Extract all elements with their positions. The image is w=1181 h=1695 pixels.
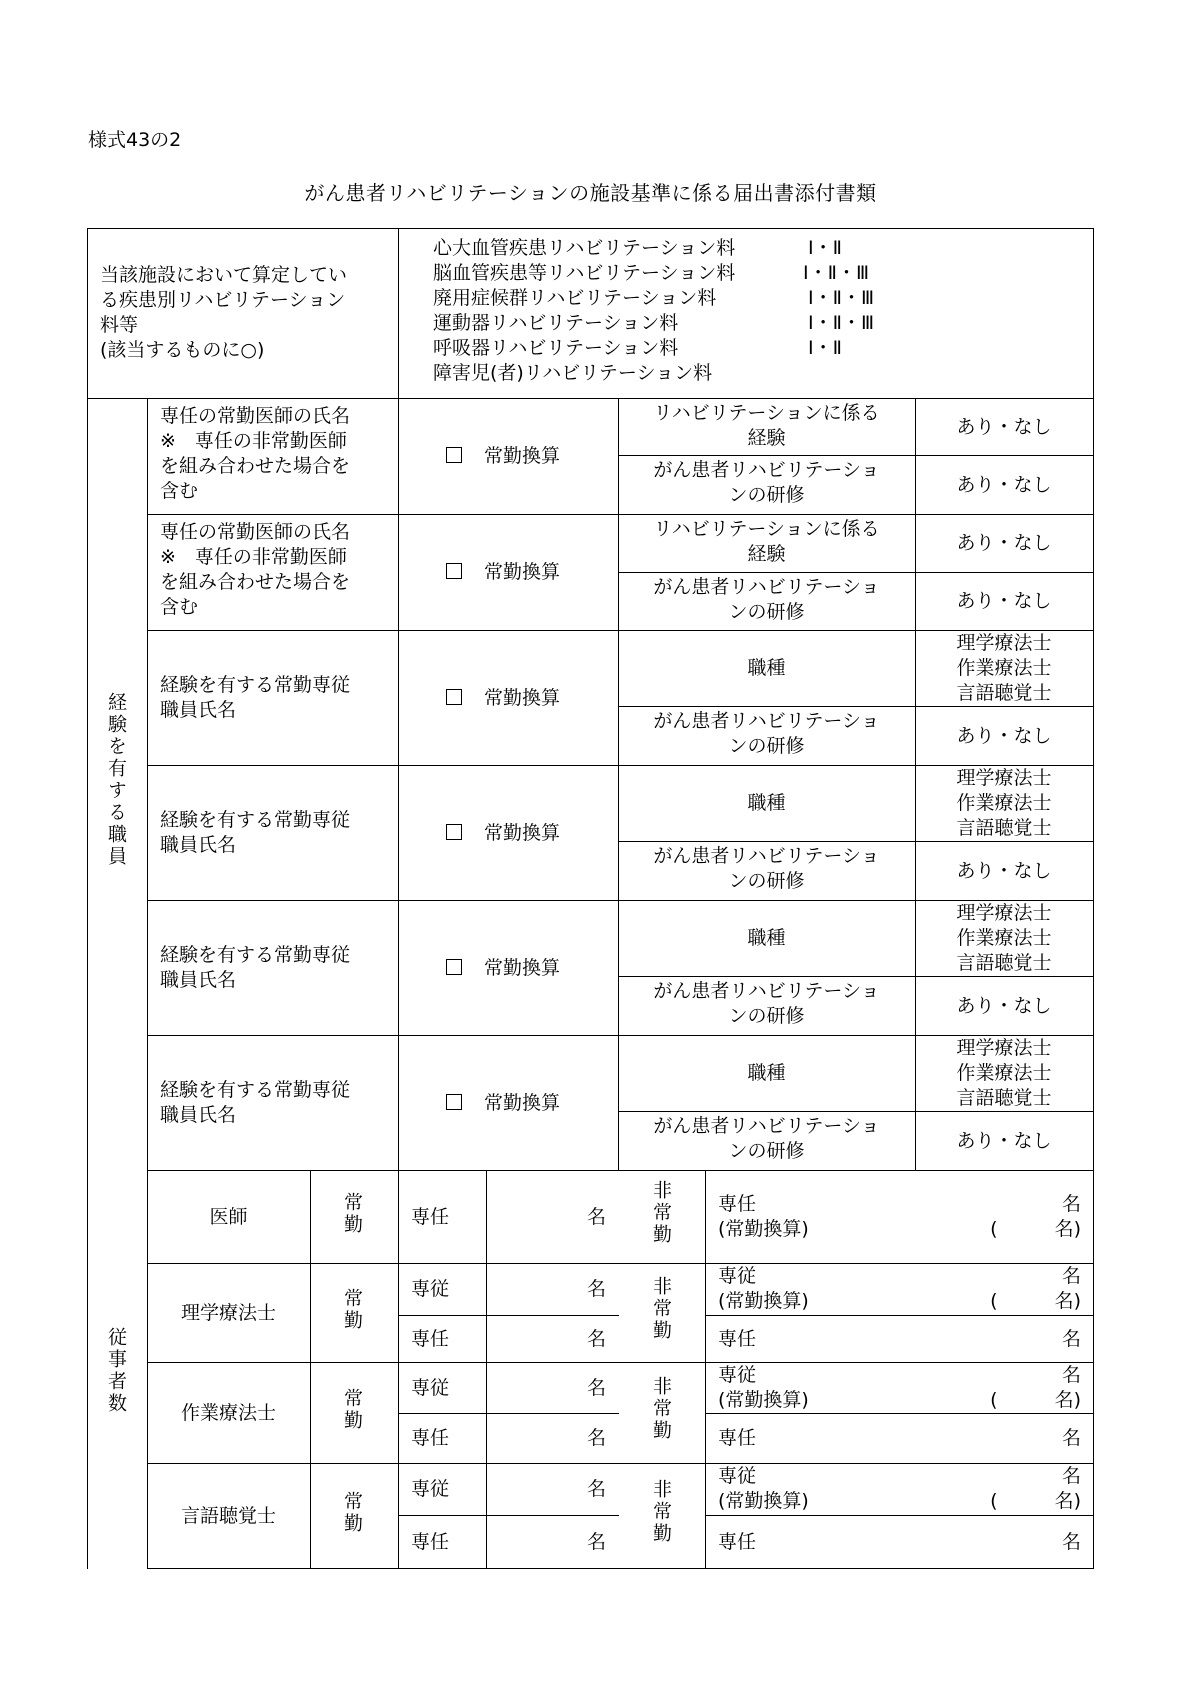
occupation-option[interactable]: 理学療法士 <box>956 632 1052 654</box>
rehab-experience-label: 経験 <box>747 543 786 565</box>
fulltime-equivalent-checkbox[interactable] <box>446 563 462 579</box>
occupation-label: 職種 <box>747 792 786 814</box>
doctor-name-label: ※ 専任の非常勤医師 <box>160 430 347 452</box>
doctor-name-label: を組み合わせた場合を <box>160 455 351 477</box>
training-yes-no[interactable]: あり・なし <box>956 474 1052 496</box>
table-rule <box>618 976 1094 977</box>
cancer-rehab-training-label: がん患者リハビリテーショ <box>653 845 880 867</box>
exclusive-label: 専従 <box>411 1377 450 1399</box>
job-title: 理学療法士 <box>180 1302 276 1324</box>
form-id: 様式43の2 <box>88 129 182 151</box>
doctor-name-label: 専任の常勤医師の氏名 <box>160 521 351 543</box>
rehab-experience-label: リハビリテーションに係る <box>653 402 880 424</box>
occupation-option[interactable]: 言語聴覚士 <box>956 817 1052 839</box>
table-rule <box>398 228 399 399</box>
table-rule <box>705 1515 1094 1516</box>
section2-side-label: 経験を有する職員 <box>105 692 127 868</box>
section1-label-line: (該当するものに○) <box>100 339 265 361</box>
occupation-option[interactable]: 理学療法士 <box>956 1037 1052 1059</box>
fulltime-equivalent-option[interactable] <box>446 560 560 585</box>
table-rule <box>705 1170 706 1569</box>
fulltime-equivalent-checkbox[interactable] <box>446 447 462 463</box>
count-unit[interactable]: 名 <box>586 1328 606 1350</box>
pt-exclusive-label: 専従 <box>718 1364 757 1386</box>
table-rule <box>705 1413 1094 1414</box>
table-rule <box>705 1315 1094 1316</box>
fulltime-equivalent-option[interactable] <box>446 956 560 981</box>
job-title: 言語聴覚士 <box>180 1505 276 1527</box>
document-title: がん患者リハビリテーションの施設基準に係る届出書添付書類 <box>304 181 877 205</box>
occupation-option[interactable]: 作業療法士 <box>956 657 1052 679</box>
parttime-label: 非常勤 <box>650 1376 672 1442</box>
fulltime-equivalent-label: 常勤換算 <box>484 822 561 844</box>
fulltime-equivalent-option[interactable] <box>446 821 560 846</box>
count-unit[interactable]: 名 <box>586 1478 606 1500</box>
rehab-fee-grades[interactable]: Ⅰ・Ⅱ・Ⅲ <box>808 312 875 334</box>
table-rule <box>310 1170 311 1569</box>
occupation-option[interactable]: 作業療法士 <box>956 792 1052 814</box>
pt-equiv-count[interactable]: ( 名) <box>990 1389 1081 1411</box>
cancer-rehab-training-label: ンの研修 <box>728 484 805 506</box>
occupation-option[interactable]: 言語聴覚士 <box>956 1087 1052 1109</box>
pt-equiv-label: (常勤換算) <box>718 1490 809 1512</box>
fulltime-equivalent-label: 常勤換算 <box>484 445 561 467</box>
count-unit[interactable]: 名 <box>586 1206 606 1228</box>
count-unit[interactable]: 名 <box>586 1278 606 1300</box>
occupation-option[interactable]: 理学療法士 <box>956 902 1052 924</box>
cancer-rehab-training-label: がん患者リハビリテーショ <box>653 980 880 1002</box>
table-rule <box>618 1111 1094 1112</box>
staff-name-label: 経験を有する常勤専従 <box>160 674 351 696</box>
staff-name-label: 経験を有する常勤専従 <box>160 944 351 966</box>
pt-equiv-label: (常勤換算) <box>718 1290 809 1312</box>
pt-equiv-count[interactable]: ( 名) <box>990 1490 1081 1512</box>
table-rule <box>398 1515 619 1516</box>
table-rule <box>618 841 1094 842</box>
fulltime-equivalent-label: 常勤換算 <box>484 561 561 583</box>
pt-equiv-count[interactable]: ( 名) <box>990 1290 1081 1312</box>
pt-count-unit[interactable]: 名 <box>1061 1531 1081 1553</box>
rehab-experience-yes-no[interactable]: あり・なし <box>956 416 1052 438</box>
fulltime-equivalent-checkbox[interactable] <box>446 959 462 975</box>
section1-label-line: 料等 <box>100 314 139 336</box>
pt-count-unit[interactable]: 名 <box>1061 1465 1081 1487</box>
pt-dedicated-label: 専任 <box>718 1427 757 1449</box>
rehab-fee-grades[interactable]: Ⅰ・Ⅱ <box>808 337 842 359</box>
doctor-name-label: 含む <box>160 480 199 502</box>
pt-equiv-count[interactable]: ( 名) <box>990 1218 1081 1240</box>
pt-count-unit[interactable]: 名 <box>1061 1265 1081 1287</box>
parttime-label: 非常勤 <box>650 1180 672 1246</box>
cancer-rehab-training-label: がん患者リハビリテーショ <box>653 1115 880 1137</box>
staff-name-label: 職員氏名 <box>160 969 237 991</box>
exclusive-label: 専従 <box>411 1278 450 1300</box>
pt-exclusive-label: 専従 <box>718 1465 757 1487</box>
table-rule <box>147 1170 1094 1171</box>
table-rule <box>147 1568 1094 1569</box>
section1-label-line: 当該施設において算定してい <box>100 264 348 286</box>
rehab-experience-label: リハビリテーションに係る <box>653 518 880 540</box>
training-yes-no[interactable]: あり・なし <box>956 590 1052 612</box>
occupation-option[interactable]: 作業療法士 <box>956 1062 1052 1084</box>
job-title: 作業療法士 <box>180 1402 276 1424</box>
job-title: 医師 <box>209 1206 248 1228</box>
fulltime-label: 常勤 <box>341 1491 363 1535</box>
application-form-table <box>87 228 1093 1570</box>
pt-count-unit[interactable]: 名 <box>1061 1328 1081 1350</box>
rehab-fee-grades[interactable]: Ⅰ・Ⅱ <box>808 237 842 259</box>
dedicated-label: 専任 <box>411 1328 450 1350</box>
table-rule <box>87 398 1094 399</box>
dedicated-label: 専任 <box>411 1206 450 1228</box>
staff-name-label: 職員氏名 <box>160 1104 237 1126</box>
table-rule <box>398 1413 619 1414</box>
table-rule <box>398 1315 619 1316</box>
occupation-label: 職種 <box>747 1062 786 1084</box>
fulltime-label: 常勤 <box>341 1288 363 1332</box>
staff-name-label: 職員氏名 <box>160 834 237 856</box>
staff-name-label: 職員氏名 <box>160 699 237 721</box>
pt-exclusive-label: 専従 <box>718 1265 757 1287</box>
table-rule <box>398 398 399 1569</box>
rehab-fee-name: 運動器リハビリテーション料 <box>433 312 679 334</box>
pt-equiv-label: (常勤換算) <box>718 1218 809 1240</box>
staff-name-label: 経験を有する常勤専従 <box>160 1079 351 1101</box>
dedicated-label: 専任 <box>411 1427 450 1449</box>
occupation-option[interactable]: 言語聴覚士 <box>956 682 1052 704</box>
cancer-rehab-training-label: がん患者リハビリテーショ <box>653 576 880 598</box>
cancer-rehab-training-label: ンの研修 <box>728 1005 805 1027</box>
training-yes-no[interactable]: あり・なし <box>956 725 1052 747</box>
training-yes-no[interactable]: あり・なし <box>956 860 1052 882</box>
pt-dedicated-label: 専任 <box>718 1193 757 1215</box>
fulltime-equivalent-label: 常勤換算 <box>484 687 561 709</box>
rehab-fee-name: 障害児(者)リハビリテーション料 <box>433 362 713 384</box>
occupation-option[interactable]: 言語聴覚士 <box>956 952 1052 974</box>
occupation-option[interactable]: 理学療法士 <box>956 767 1052 789</box>
count-unit[interactable]: 名 <box>586 1427 606 1449</box>
section3-side-label: 従事者数 <box>105 1327 127 1415</box>
table-rule <box>1093 228 1094 1569</box>
occupation-label: 職種 <box>747 657 786 679</box>
cancer-rehab-training-label: がん患者リハビリテーショ <box>653 459 880 481</box>
rehab-experience-label: 経験 <box>747 427 786 449</box>
pt-count-unit[interactable]: 名 <box>1061 1427 1081 1449</box>
pt-count-unit[interactable]: 名 <box>1061 1193 1081 1215</box>
rehab-fee-name: 脳血管疾患等リハビリテーション料 <box>433 262 736 284</box>
pt-dedicated-label: 専任 <box>718 1531 757 1553</box>
fulltime-equivalent-checkbox[interactable] <box>446 689 462 705</box>
cancer-rehab-training-label: がん患者リハビリテーショ <box>653 710 880 732</box>
table-rule <box>87 228 88 1569</box>
fulltime-equivalent-checkbox[interactable] <box>446 824 462 840</box>
fulltime-label: 常勤 <box>341 1192 363 1236</box>
training-yes-no[interactable]: あり・なし <box>956 1130 1052 1152</box>
dedicated-label: 専任 <box>411 1531 450 1553</box>
section1-label-line: る疾患別リハビリテーション <box>100 289 346 311</box>
pt-count-unit[interactable]: 名 <box>1061 1364 1081 1386</box>
rehab-experience-yes-no[interactable]: あり・なし <box>956 532 1052 554</box>
count-unit[interactable]: 名 <box>586 1531 606 1553</box>
table-rule <box>147 514 1094 515</box>
occupation-option[interactable]: 作業療法士 <box>956 927 1052 949</box>
cancer-rehab-training-label: ンの研修 <box>728 1140 805 1162</box>
occupation-label: 職種 <box>747 927 786 949</box>
table-rule <box>618 572 1094 573</box>
fulltime-equivalent-label: 常勤換算 <box>484 1092 561 1114</box>
doctor-name-label: ※ 専任の非常勤医師 <box>160 546 347 568</box>
fulltime-equivalent-option[interactable] <box>446 686 560 711</box>
exclusive-label: 専従 <box>411 1478 450 1500</box>
parttime-label: 非常勤 <box>650 1276 672 1342</box>
fulltime-equivalent-option[interactable] <box>446 1091 560 1116</box>
table-rule <box>87 228 1094 229</box>
doctor-name-label: 専任の常勤医師の氏名 <box>160 405 351 427</box>
table-rule <box>147 398 148 1569</box>
fulltime-equivalent-option[interactable] <box>446 444 560 469</box>
rehab-fee-name: 呼吸器リハビリテーション料 <box>433 337 679 359</box>
rehab-fee-grades[interactable]: Ⅰ・Ⅱ・Ⅲ <box>803 262 870 284</box>
rehab-fee-name: 廃用症候群リハビリテーション料 <box>433 287 717 309</box>
rehab-fee-grades[interactable]: Ⅰ・Ⅱ・Ⅲ <box>808 287 875 309</box>
fulltime-equivalent-label: 常勤換算 <box>484 957 561 979</box>
fulltime-equivalent-checkbox[interactable] <box>446 1094 462 1110</box>
parttime-label: 非常勤 <box>650 1479 672 1545</box>
table-rule <box>618 706 1094 707</box>
cancer-rehab-training-label: ンの研修 <box>728 870 805 892</box>
doctor-name-label: 含む <box>160 596 199 618</box>
doctor-name-label: を組み合わせた場合を <box>160 571 351 593</box>
count-unit[interactable]: 名 <box>586 1377 606 1399</box>
fulltime-label: 常勤 <box>341 1388 363 1432</box>
table-rule <box>618 455 1094 456</box>
pt-dedicated-label: 専任 <box>718 1328 757 1350</box>
cancer-rehab-training-label: ンの研修 <box>728 601 805 623</box>
rehab-fee-name: 心大血管疾患リハビリテーション料 <box>433 237 736 259</box>
training-yes-no[interactable]: あり・なし <box>956 995 1052 1017</box>
pt-equiv-label: (常勤換算) <box>718 1389 809 1411</box>
cancer-rehab-training-label: ンの研修 <box>728 735 805 757</box>
staff-name-label: 経験を有する常勤専従 <box>160 809 351 831</box>
